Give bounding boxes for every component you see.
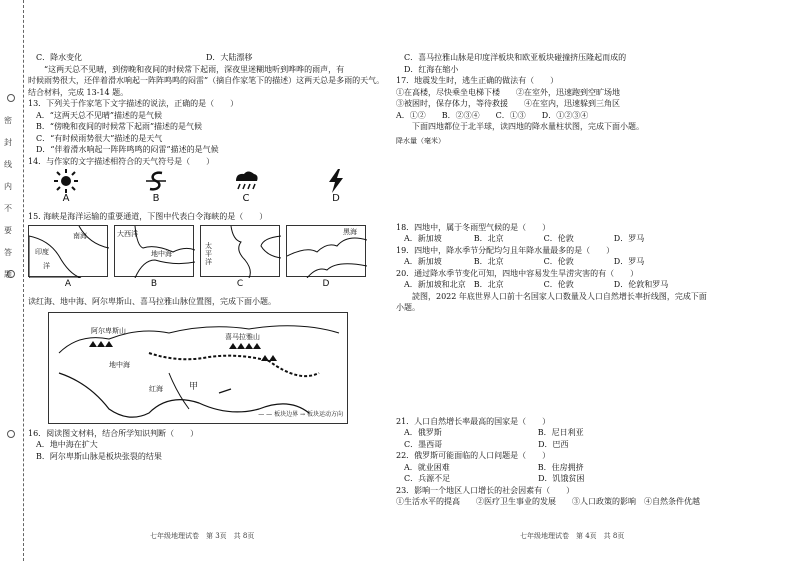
chart-singapore [396, 136, 460, 222]
option-letter: D [332, 193, 340, 204]
wind-icon [144, 169, 168, 193]
legend-direction: 板块运动方向 [306, 411, 343, 418]
chart-beijing [472, 136, 536, 222]
option-d-symbol [306, 169, 366, 211]
text-line: B．“傍晚和夜间的时候常下起雨”描述的是气候 [36, 122, 203, 131]
map-label: 阿尔卑斯山 [91, 326, 126, 335]
text-line: 19．四地中，降水季节分配均匀且年降水量最多的是（ ） [396, 245, 615, 255]
option-letter: B [150, 278, 158, 289]
text-line: 结合材料，完成 13-14 题。 [28, 87, 129, 97]
text-line: 13．下列关于作家笔下文字描述的说法，正确的是（ ） [28, 99, 239, 108]
option-letter: A [64, 278, 72, 289]
right-text-top [396, 52, 776, 133]
option-text: D．大陆漂移 [206, 53, 253, 62]
option-text: C．降水变化 [36, 53, 83, 62]
text-line: ①在高楼，尽快乘坐电梯下楼 ②在室外，迅速跑到空旷场地 [396, 87, 620, 97]
binding-hole [7, 430, 15, 438]
map-label: 甲 [189, 381, 199, 392]
map-legend: — — 板块边界 → 板块运动方向 [258, 411, 343, 418]
map-label: 地中海 [151, 249, 172, 258]
plate-map [48, 312, 348, 424]
question-16: 16．阅读图文材料，结合所学知识判断（ ） [28, 428, 199, 438]
right-page [396, 52, 776, 508]
text-line: 20．通过降水季节变化可知，四地中容易发生旱涝灾害的有（ ） [396, 268, 639, 278]
precipitation-charts [396, 136, 776, 222]
text-line: ①生活水平的提高 ②医疗卫生事业的发展 ③人口政策的影响 ④自然条件优越 [396, 497, 700, 506]
strait-map-a [28, 225, 108, 277]
lightning-icon [326, 169, 346, 193]
question-16-option: A．地中海在扩大 [36, 440, 98, 449]
text-line: C．喜马拉雅山脉是印度洋板块和欧亚板块碰撞挤压隆起而成的 [404, 53, 627, 62]
map-label: 南海 [73, 231, 87, 240]
rain-cloud-icon [232, 169, 260, 193]
text-line: 18．四地中，属于冬雨型气候的是（ ） [396, 222, 551, 232]
strait-map-letters [28, 279, 376, 291]
strait-map-c [200, 225, 280, 277]
text-line: A．俄罗斯 B．尼日利亚 [404, 428, 584, 437]
map-label: 大西洋 [117, 229, 138, 238]
right-text-mid [396, 222, 776, 314]
text-line: 14．与作家的文字描述相符合的天气符号是（ ） [28, 156, 215, 166]
sun-icon [54, 169, 78, 193]
chart-rome [624, 136, 688, 222]
chart-unit: 降水量（毫米） [396, 136, 445, 145]
option-a-symbol [36, 169, 96, 211]
map-label: 洋 [43, 261, 50, 270]
option-letter: A [62, 193, 70, 204]
option-letter: C [242, 193, 250, 204]
text-line: 22．俄罗斯可能面临的人口问题是（ ） [396, 451, 551, 460]
text-line: A．就业困难 B．住房拥挤 [404, 462, 584, 472]
map-label: 喜马拉雅山 [225, 332, 260, 341]
population-chart-svg [398, 316, 638, 416]
left-page [28, 52, 385, 462]
text-line: “这两天总不见晴，到傍晚和夜间的时候常下起雨，深夜里迷糊地听到哗哗的雨声，有 [44, 64, 345, 74]
weather-symbols [28, 167, 376, 211]
text-line: C．墨西哥 D．巴西 [404, 439, 569, 449]
option-letter: C [236, 278, 244, 289]
map-label: 黑海 [343, 227, 357, 236]
text-line: D．红海在缩小 [404, 64, 459, 74]
right-text-bottom [396, 416, 776, 508]
chart-london [548, 136, 612, 222]
binding-margin [0, 0, 24, 561]
text-line: A．新加坡和北京 B．北京 C．伦敦 D．伦敦和罗马 [404, 280, 669, 289]
binding-hole [7, 94, 15, 102]
text-line: 読图，2022 年底世界人口前十名国家人口数量及人口自然增长率折线图，完成下面 [412, 291, 707, 301]
left-text-block [28, 52, 385, 167]
option-c-symbol [216, 169, 276, 211]
text-line: A．①② B．②③④ C．①③ D．①②③④ [396, 110, 589, 120]
map-label: 太平洋 [205, 241, 212, 266]
strait-map-d [286, 225, 366, 277]
option-letter: B [152, 193, 160, 204]
option-letter: D [322, 278, 330, 289]
question-15: 15. 海峡是海洋运输的重要通道，下图中代表白令海峡的是（ ） [28, 212, 268, 221]
text-line: 17．地震发生时，逃生正确的做法有（ ） [396, 76, 559, 85]
text-line: 时候雨势很大，还伴着滑水响起一阵阵鸣鸣的闷雷”（摘自作家笔下的描述）这两天总是多雨的天气。 [28, 76, 385, 85]
option-b-symbol [126, 169, 186, 211]
map-label: 红海 [149, 384, 163, 393]
text-line: 下面四地都位于北半球，读四地的降水量柱状图，完成下面小题。 [412, 122, 644, 131]
population-chart [398, 316, 638, 416]
text-line [28, 52, 376, 64]
strait-maps [28, 225, 376, 287]
text-line: 小题。 [396, 303, 420, 312]
text-line: ③被困时，保存体力，等待救援 ④在室内，迅速躲到三角区 [396, 99, 620, 108]
left-footer: 七年级地理试卷 第 3页 共 8页 [150, 532, 255, 540]
text-line: D．“伴着滑水响起一阵阵鸣鸣的闷雷”描述的是气候 [36, 145, 219, 154]
map-intro: 读红海、地中海、阿尔卑斯山、喜马拉雅山脉位置图，完成下面小题。 [28, 297, 276, 306]
right-footer: 七年级地理试卷 第 4页 共 8页 [520, 532, 625, 540]
text-line: A．“这两天总不见晴”描述的是气候 [36, 110, 162, 120]
binding-warning: 密 封 线 内 不 要 答 题 [4, 116, 12, 279]
legend-boundary: 板块边界 [274, 411, 299, 418]
map-label: 印度 [35, 247, 49, 256]
text-line: C．“有时候雨势很大”描述的是天气 [36, 133, 163, 143]
text-line: A．新加坡 B．北京 C．伦敦 D．罗马 [404, 257, 645, 266]
text-line: 23．影响一个地区人口增长的社会因素有（ ） [396, 485, 575, 495]
strait-map-b [114, 225, 194, 277]
map-label: 地中海 [109, 360, 130, 369]
text-line: C．兵源不足 D．饥饿贫困 [404, 474, 585, 483]
text-line: 21．人口自然增长率最高的国家是（ ） [396, 416, 551, 426]
question-16-option: B．阿尔卑斯山脉是板块张裂的结果 [36, 451, 162, 461]
text-line: A．新加坡 B．北京 C．伦敦 D．罗马 [404, 234, 645, 243]
